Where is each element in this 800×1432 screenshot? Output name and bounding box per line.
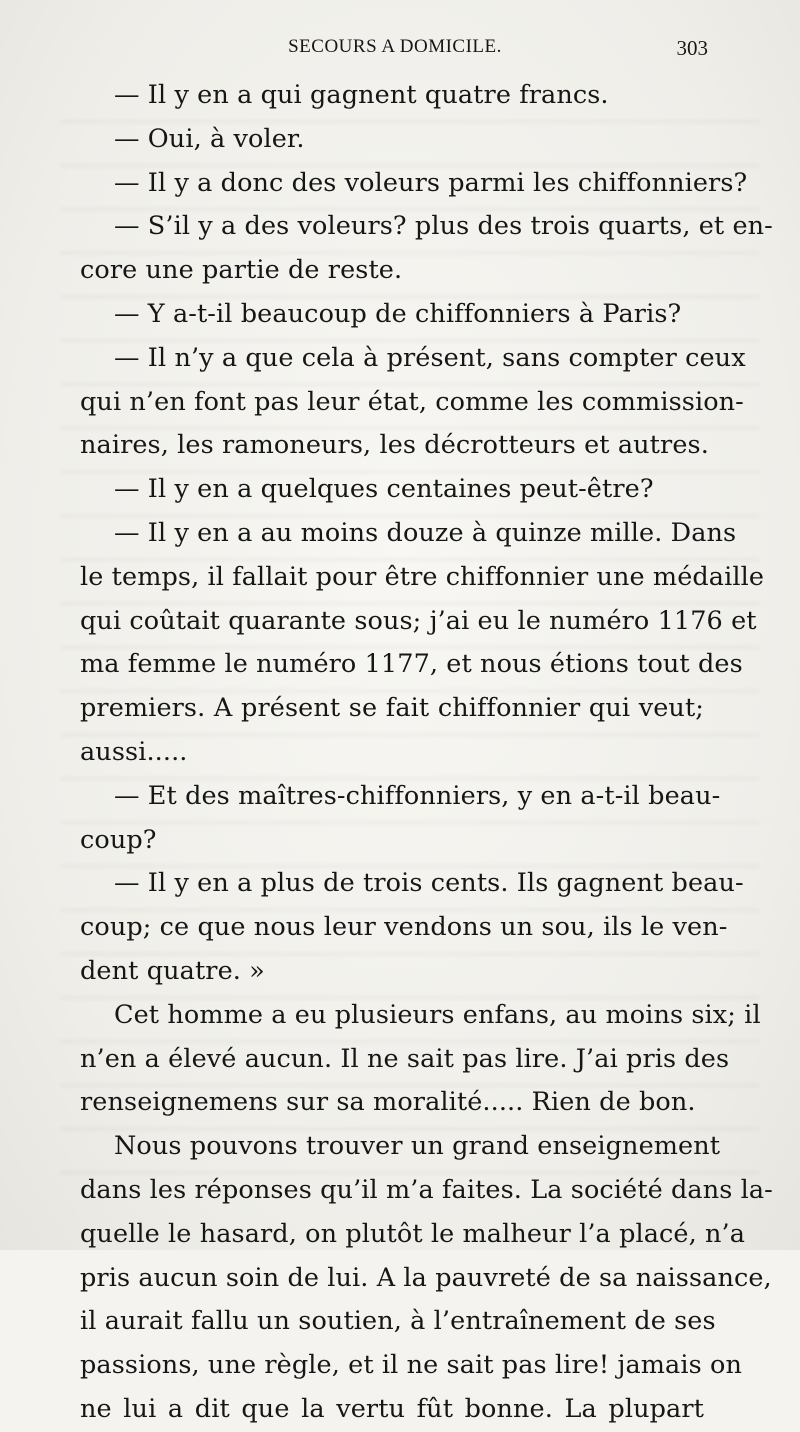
text-line: — Il y en a qui gagnent quatre francs. — [114, 80, 609, 110]
text-line: ne lui a dit que la vertu fût bonne. La plupart — [80, 1393, 704, 1424]
text-line: renseignemens sur sa moralité..... Rien de bon. — [80, 1087, 696, 1118]
text-line: dans les réponses qu’il m’a faites. La société dans la- — [80, 1174, 773, 1205]
text-line: — Il n’y a que cela à présent, sans compter ceux — [114, 342, 746, 373]
text-line: dent quatre. » — [80, 955, 265, 986]
text-line: pris aucun soin de lui. A la pauvreté de sa naissance, — [80, 1262, 772, 1293]
text-line: qui coûtait quarante sous; j’ai eu le numéro 1176 et — [80, 605, 757, 636]
text-line: — Il y a donc des voleurs parmi les chiffonniers? — [114, 167, 748, 198]
text-line: — Il y en a au moins douze à quinze mille. Dans — [114, 517, 737, 548]
running-head — [82, 36, 708, 62]
text-line: coup? — [80, 824, 157, 855]
text-line: — Y a-t-il beaucoup de chiffonniers à Paris? — [114, 298, 682, 329]
text-line: — S’il y a des voleurs? plus des trois quarts, et en- — [114, 211, 773, 242]
body-text — [80, 74, 773, 1432]
text-line: — Et des maîtres-chiffonniers, y en a-t-il beau- — [114, 780, 721, 811]
page-number: 303 — [676, 36, 708, 60]
text-line: qui n’en font pas leur état, comme les commission- — [80, 386, 744, 417]
running-head-title: SECOURS A DOMICILE. — [288, 36, 502, 57]
text-line: premiers. A présent se fait chiffonnier qui veut; — [80, 693, 704, 724]
text-line: aussi..... — [80, 736, 188, 767]
text-line: — Il y en a quelques centaines peut-être? — [114, 474, 654, 505]
text-line: Cet homme a eu plusieurs enfans, au moins six; il — [114, 999, 761, 1030]
text-line: coup; ce que nous leur vendons un sou, ils le ven- — [80, 912, 728, 943]
text-line: quelle le hasard, on plutôt le malheur l’a placé, n’a — [80, 1218, 746, 1249]
text-line: n’en a élevé aucun. Il ne sait pas lire. J’ai pris des — [80, 1043, 730, 1074]
text-line: il aurait fallu un soutien, à l’entraînement de ses — [80, 1306, 716, 1337]
text-line: Nous pouvons trouver un grand enseignement — [114, 1131, 721, 1162]
text-line: core une partie de reste. — [80, 255, 403, 286]
text-line: ma femme le numéro 1177, et nous étions tout des — [80, 649, 743, 680]
text-line: naires, les ramoneurs, les décrotteurs et autres. — [80, 430, 709, 461]
text-line: — Il y en a plus de trois cents. Ils gagnent beau- — [114, 868, 744, 899]
text-line: — Oui, à voler. — [114, 123, 305, 154]
text-line: le temps, il fallait pour être chiffonnier une médaille — [80, 561, 765, 592]
text-line: passions, une règle, et il ne sait pas lire! jamais on — [80, 1350, 742, 1381]
